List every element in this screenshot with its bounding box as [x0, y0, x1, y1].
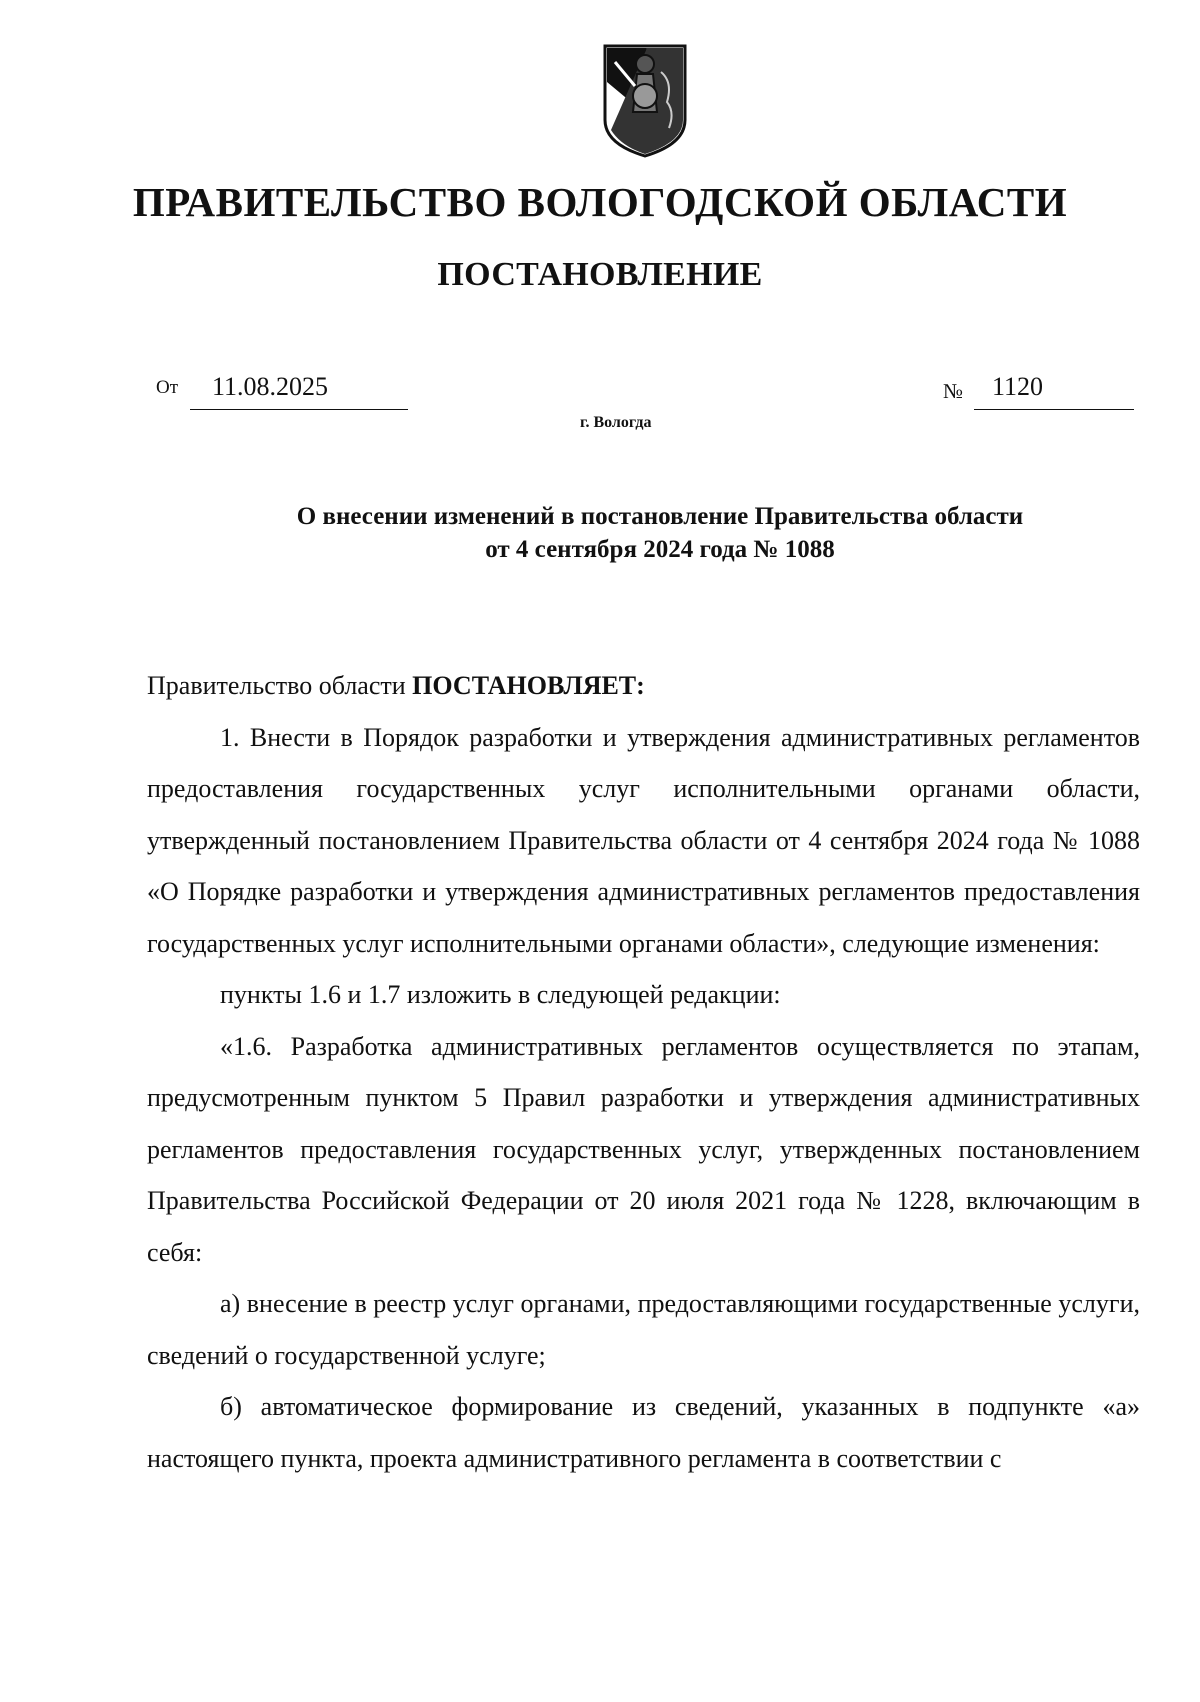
document-number: 1120: [974, 368, 1134, 410]
organization-title: ПРАВИТЕЛЬСТВО ВОЛОГОДСКОЙ ОБЛАСТИ: [132, 179, 1068, 225]
preamble-text: Правительство области: [147, 671, 413, 700]
subject-line-1: О внесении изменений в постановление Правительства области: [296, 503, 1024, 530]
document-subject: [200, 500, 1120, 566]
document-body: [147, 660, 1140, 1484]
document-city: г. Вологда: [580, 414, 652, 431]
paragraph-5: б) автоматическое формирование из сведений, указанных в подпункте «а» настоящего пункта, проекта административного регламента в соответствии с: [147, 1392, 1140, 1473]
paragraph-1: 1. Внести в Порядок разработки и утверждения административных регламентов предоставления государственных услуг исполнительными органами области, утвержденный постановлением Правительства области от 4 сентября 2024 года № 1088 «О Порядке разработки и утверждения административных регламентов предоставления государственных услуг исполнительными органами области», следующие изменения:: [147, 722, 1140, 958]
preamble: [147, 660, 1140, 712]
number-prefix: №: [943, 379, 964, 403]
preamble-keyword: ПОСТАНОВЛЯЕТ:: [412, 671, 645, 700]
document-type: ПОСТАНОВЛЕНИЕ: [437, 256, 763, 293]
paragraph-4: а) внесение в реестр услуг органами, предоставляющими государственные услуги, сведений о государственной услуге;: [147, 1289, 1140, 1370]
paragraph-3: «1.6. Разработка административных регламентов осуществляется по этапам, предусмотренным пунктом 5 Правил разработки и утверждения административных регламентов предоставления государственных услуг, утвержденных постановлением Правительства Российской Федерации от 20 июля 2021 года № 1228, включающим в себя:: [147, 1031, 1140, 1267]
coat-of-arms-icon: [601, 42, 689, 160]
date-prefix: От: [156, 377, 179, 398]
document-date: 11.08.2025: [190, 368, 408, 410]
paragraph-2: пункты 1.6 и 1.7 изложить в следующей редакции:: [220, 980, 781, 1009]
subject-line-2: от 4 сентября 2024 года № 1088: [485, 536, 835, 563]
